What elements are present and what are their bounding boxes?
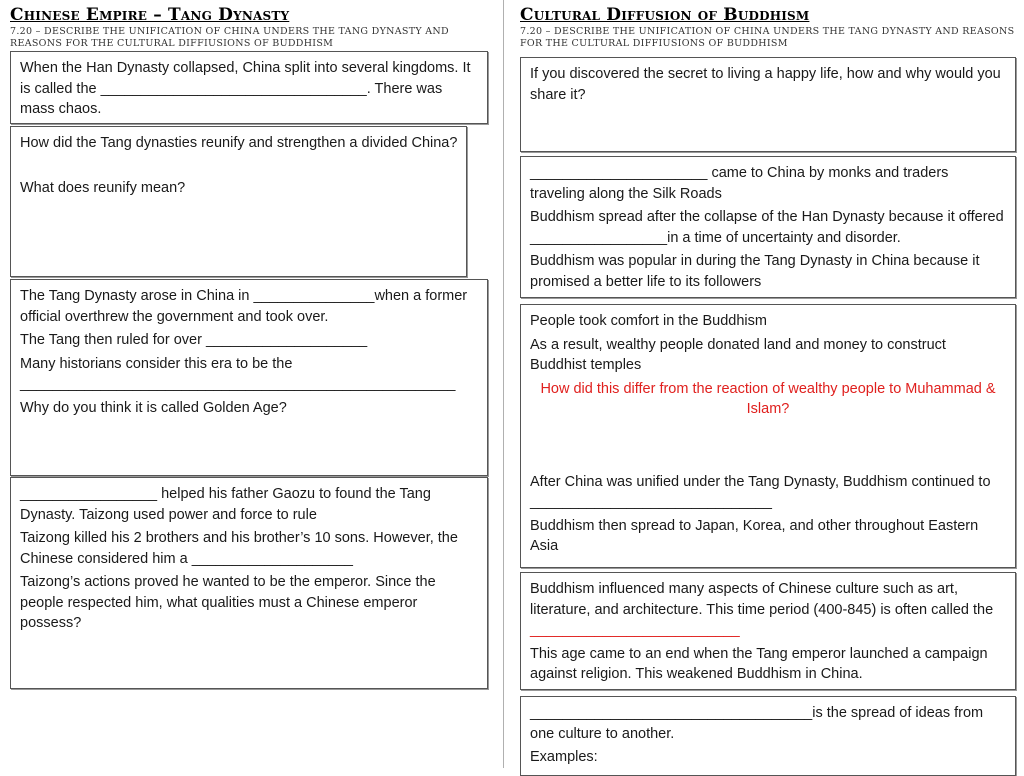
reunify-meaning-question: What does reunify mean? xyxy=(20,179,186,196)
taizong-intro-text: _________________ helped his father Gaozu to found the Tang Dynasty. Taizong used power and force to rule xyxy=(20,486,431,523)
han-collapse-text: When the Han Dynasty collapsed, China split into several kingdoms. It is called the _________________________________. There was mass chaos. xyxy=(20,60,471,117)
blank-line-red: __________________________ xyxy=(530,622,740,638)
spread-asia-text: Buddhism then spread to Japan, Korea, and other throughout Eastern Asia xyxy=(530,517,979,554)
left-box-reunify xyxy=(10,126,467,277)
temples-text: As a result, wealthy people donated land and money to construct Buddhist temples xyxy=(530,336,946,373)
reunify-question: How did the Tang dynasties reunify and strengthen a divided China? xyxy=(20,135,458,151)
blank-line: ____________________ xyxy=(191,550,353,567)
blank-line: ______________________________________________________ xyxy=(20,376,456,392)
buddhism-popular-text: Buddhism was popular in during the Tang Dynasty in China because it promised a better life to its followers xyxy=(530,253,980,290)
right-title: Cultural Diffusion of Buddhism xyxy=(520,5,810,25)
blank-line: ___________________________________ xyxy=(530,705,813,721)
comfort-text: People took comfort in the Buddhism xyxy=(530,313,767,329)
buddhism-arrival-text: ______________________ came to China by monks and traders traveling along the Silk Roads xyxy=(530,165,949,202)
golden-age-text: Many historians consider this era to be the ______________________________________________________ xyxy=(20,355,456,392)
tang-ruled-text: The Tang then ruled for over ____________________ xyxy=(20,332,368,348)
blank-line: ______________________________ xyxy=(530,494,772,510)
islam-comparison-question: How did this differ from the reaction of wealthy people to Muhammad & Islam? xyxy=(540,380,996,417)
golden-age-question: Why do you think it is called Golden Age? xyxy=(20,399,287,416)
culture-influence-text: Buddhism influenced many aspects of Chinese culture such as art, literature, and architecture. This time period (400-845) is often called the __________________________ xyxy=(530,581,994,638)
examples-label: Examples: xyxy=(530,749,598,765)
taizong-question: Taizong’s actions proved he wanted to be the emperor. Since the people respected him, what qualities must a Chinese emperor possess? xyxy=(20,574,436,631)
blank-line: _________________ xyxy=(530,229,668,246)
right-box-buddhism-arrival xyxy=(520,156,1016,298)
blank-line: ____________________ xyxy=(205,332,368,348)
blank-line: ______________________ xyxy=(530,165,708,181)
left-box-taizong xyxy=(10,477,488,689)
tang-unified-text: After China was unified under the Tang Dynasty, Buddhism continued to ______________________________ xyxy=(530,473,991,510)
right-box-comfort xyxy=(520,304,1016,568)
age-end-text: This age came to an end when the Tang emperor launched a campaign against religion. This weakened Buddhism in China. xyxy=(530,645,988,682)
left-box-han-collapse xyxy=(10,51,488,124)
right-box-culture xyxy=(520,572,1016,690)
blank-line: _________________________________ xyxy=(100,80,367,97)
buddhism-spread-text: Buddhism spread after the collapse of the Han Dynasty because it offered _________________in a time of uncertainty and disorder. xyxy=(530,209,1004,246)
right-box-diffusion xyxy=(520,696,1016,776)
column-divider xyxy=(503,0,504,768)
happy-life-question: If you discovered the secret to living a happy life, how and why would you share it? xyxy=(530,66,1001,103)
left-subtitle: 7.20 – DESCRIBE THE UNIFICATION OF CHINA UNDERS THE TANG DYNASTY AND REASONS FOR THE CULTURAL DIFFIUSIONS OF BUDDHISM xyxy=(10,26,449,49)
tang-rise-text: The Tang Dynasty arose in China in _______________when a former official overthrew the government and took over. xyxy=(20,288,468,325)
blank-line: _______________ xyxy=(253,288,375,304)
taizong-killed-text: Taizong killed his 2 brothers and his brother’s 10 sons. However, the Chinese considered him a ____________________ xyxy=(20,530,458,567)
blank-line: _________________ xyxy=(20,486,158,502)
left-box-tang-rise xyxy=(10,279,488,476)
right-box-happy-life xyxy=(520,57,1016,152)
right-subtitle: 7.20 – DESCRIBE THE UNIFICATION OF CHINA UNDERS THE TANG DYNASTY AND REASONS FOR THE CULTURAL DIFFIUSIONS OF BUDDHISM xyxy=(520,26,1015,49)
left-title: Chinese Empire – Tang Dynasty xyxy=(10,5,290,25)
diffusion-definition-text: ___________________________________is the spread of ideas from one culture to another. xyxy=(530,705,984,742)
